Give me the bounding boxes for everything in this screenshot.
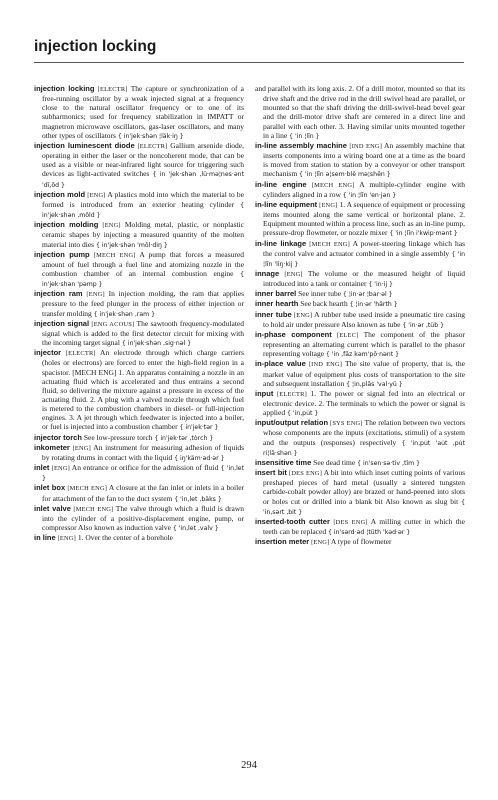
entry-pronunciation: { in'jek·shən 'mōl·diŋ } [95, 241, 168, 249]
entry-definition: 1. Over the center of a borehole [77, 533, 173, 543]
entry-definition: See inner tube [298, 289, 342, 299]
dictionary-entry [255, 141, 465, 180]
entry-definition: The capture or synchronization of a free-running oscillator by a weak injected signal at a frequency close to the natural oscillator frequency or to one of its subharmonics; used for frequency stabilization in IMPATT or magnetron microwave oscillators, gas-laser oscillators, and many other types of oscillators [42, 84, 244, 140]
dictionary-entry [255, 517, 465, 537]
entry-definition: 1. The power or signal fed into an electrical or electronic device. 2. The terminals to which the power or signal is applied [263, 388, 465, 418]
entry-definition: Molding metal, plastic, or nonplastic ceramic shapes by injecting a measured quantity of the molten material into dies [42, 220, 244, 249]
dictionary-entry [34, 533, 244, 543]
entry-definition: The sawtooth frequency-modulated signal which is added to the first detector circuit for mixing with the incoming target signal [42, 318, 244, 348]
entry-pronunciation: { 'in·ij } [368, 281, 393, 289]
entry-term: input [255, 388, 274, 398]
entry-pronunciation: { in'jek·shən 'pəmp } [42, 270, 244, 289]
entry-definition: An instrument for measuring adhesion of liquids by rotating drums in contact with the liquid [42, 442, 244, 462]
dictionary-entry [255, 269, 465, 289]
entry-term: inner hearth [255, 299, 299, 309]
entry-definition: The volume or the measured height of liquid introduced into a tank or container [263, 268, 465, 289]
entry-term: injection pump [34, 249, 90, 259]
entry-term: in-line assembly machine [255, 140, 347, 150]
dictionary-entry [255, 299, 465, 309]
entry-field-label: [ELECTR] [65, 350, 96, 358]
dictionary-entry [34, 463, 244, 483]
entry-definition: and parallel with its long axis. 2. Of a drill motor, mounted so that its drive shaft and the drive rod in the drill swivel head are parallel, or mounted so that the shaft driving the drill-swivel-head bevel gear and the drill-motor drive shaft are centered in a direct line and parallel with each other. 3. Having similar units mounted together in a line [255, 84, 465, 140]
dictionary-entry [255, 180, 465, 200]
entry-term: injector [34, 348, 62, 358]
dictionary-entry [255, 200, 465, 239]
entry-field-label: [ENG] [72, 444, 91, 452]
entry-term: inlet [34, 463, 50, 473]
dictionary-entry [255, 310, 465, 330]
entry-definition: See low-pressure torch [83, 432, 153, 442]
entry-field-label: [MECH ENG] [309, 240, 350, 248]
entry-term: inkometer [34, 442, 70, 452]
entry-pronunciation: { 'in·ər ‚tüb } [402, 321, 445, 329]
entry-field-label: [IND ENG] [308, 361, 343, 369]
entry-pronunciation: { 'in ¦līn 'liŋ·kij } [263, 250, 465, 268]
entry-definition: An assembly machine that inserts components into a wiring board one at a time as the board is moved from station to station by a conveyor or other transport mechanism [263, 140, 465, 179]
dictionary-entry [34, 190, 244, 220]
entry-field-label: [MECH ENG] [93, 251, 136, 259]
entry-pronunciation: { in'jek·tər } [179, 424, 219, 432]
entry-field-label: [ENG] [102, 222, 121, 230]
dictionary-entry [255, 389, 465, 418]
entry-term: insertion meter [255, 537, 310, 547]
entry-field-label: [ENG ACOUS] [91, 320, 135, 328]
entry-definition: See back hearth [300, 299, 348, 309]
dictionary-entry [34, 483, 244, 503]
entry-pronunciation: { 'in ¦līn ə¦sem·blē mə¦shēn } [299, 171, 391, 179]
entry-pronunciation: { in'sen·sə·tiv ‚tīm } [357, 459, 421, 467]
dictionary-entry [255, 458, 465, 468]
entry-term: injection ram [34, 289, 83, 299]
entry-field-label: [DES ENG] [333, 518, 368, 526]
entry-definition: A closure at the fan inlet or inlets in a boiler for attachment of the fan to the duct system [42, 483, 244, 503]
entry-term: in-phase component [255, 329, 332, 339]
entry-field-label: [ENG] [284, 270, 303, 278]
entry-definition: A rubber tube used inside a pneumatic tire casing to hold air under pressure Also known as tube [263, 309, 465, 329]
entry-pronunciation: { in'jek·shən ‚mōld } [42, 201, 244, 220]
entry-pronunciation: { 'in ¦līn 'en·jən } [342, 191, 397, 199]
entry-pronunciation: { in'jek·shən ¦läk·iŋ } [117, 132, 184, 140]
dictionary-entry [255, 84, 465, 141]
entry-pronunciation: { 'in‚pu̇t } [286, 410, 319, 418]
entry-term: injection signal [34, 318, 90, 328]
entry-field-label: [MECH ENG] [311, 181, 355, 189]
dictionary-entry [34, 141, 244, 190]
right-column [255, 84, 465, 764]
left-column [34, 84, 244, 764]
entry-field-label: [DES ENG] [288, 470, 323, 478]
entry-field-label: [SYS ENG] [330, 420, 363, 428]
dictionary-entry [34, 84, 244, 141]
entry-definition: Gallium arsenide diode, operating in either the laser or the noncoherent mode, that can be used as a visible or near-infrared light source for triggering such devices as light-activated switches [42, 140, 244, 179]
entry-pronunciation: { in'jek·tər ‚tȯrch } [154, 434, 214, 442]
entry-field-label: [ELECTR] [276, 390, 307, 398]
entry-definition: A plastics mold into which the material to be formed is introduced from an exterior heating cylinder [42, 189, 244, 209]
dictionary-entry [255, 330, 465, 359]
entry-field-label: [ENG] [86, 291, 105, 299]
entry-field-label: [ENG] [57, 535, 76, 543]
dictionary-entry [255, 468, 465, 517]
entry-term: inlet valve [34, 503, 71, 513]
entry-pronunciation: { iŋ'käm·əd·ər } [174, 454, 225, 462]
entry-term: in line [34, 533, 56, 543]
entry-pronunciation: { ¦in‚plās 'val·yü } [346, 380, 403, 388]
entry-definition: The component of the phasor representing an alternating current which is parallel to the phasor representing voltage [263, 329, 465, 359]
entry-field-label: [ENG] [51, 465, 70, 473]
entry-term: in-line equipment [255, 199, 318, 209]
dictionary-entry [255, 289, 465, 299]
entry-term: in-line engine [255, 179, 307, 189]
dictionary-entry [255, 537, 465, 547]
entry-term: innage [255, 268, 280, 278]
entry-definition: The site value of property, that is, the market value of equipment plus costs of transportation to the site and subsequent installation [263, 359, 465, 388]
entry-definition: An electrode through which charge carriers (holes or electrons) are forced to enter the high-field region in a spacistor. [MECH ENG] 1. An apparatus containing a nozzle in an actuating fluid which is accelerated and thus entrains a second fluid, so delivering the mixture against a pressure in excess of the actuating fluid. 2. A plug with a valved nozzle through which fuel is metered to the combustion chambers in diesel- or full-injection engines. 3. A jet through which feedwater is injected into a boiler, or fuel is injected into a combustion chamber [42, 348, 244, 432]
page-number: 294 [241, 760, 257, 771]
entry-field-label: [ENG] [319, 201, 338, 209]
entry-term: injection molding [34, 220, 99, 230]
dictionary-entry [34, 250, 244, 290]
entry-definition: See dead time [313, 457, 356, 467]
entry-definition: A bit into which inset cutting points of various preshaped pieces of hard metal (usually a sintered tungsten carbide-cobalt powder alloy) are brazed or hand-peened into slots or holes cut or drilled into a blank bit Also known as slug bit [263, 468, 465, 506]
entry-field-label: [ELECTR] [97, 86, 128, 93]
entry-pronunciation: { ¦in·ər 'härth } [349, 301, 398, 309]
entry-definition: A pump that forces a measured amount of fuel through a fuel line and atomizing nozzle in the combustion chamber of an internal combustion engine [42, 249, 244, 278]
entry-term: in-place value [255, 359, 306, 369]
entry-field-label: [MECH ENG] [67, 485, 108, 493]
entry-pronunciation: { 'in‚let ‚bäks } [174, 495, 222, 503]
entry-pronunciation: { 'in‚let } [42, 465, 244, 483]
entry-term: in-line linkage [255, 238, 307, 248]
entry-pronunciation: { 'in‚sərt ‚bit } [263, 498, 465, 516]
entry-pronunciation: { 'in‚let ‚valv } [172, 525, 219, 533]
entry-term: injection locking [34, 84, 95, 93]
entry-pronunciation: { in'jek·shən ‚ram } [93, 310, 156, 318]
entry-term: injection mold [34, 189, 86, 199]
entry-definition: The valve through which a fluid is drawn into the cylinder of a positive-displacement engine, pump, or compressor Also known as induction valve [42, 503, 244, 533]
dictionary-entry [34, 433, 244, 443]
dictionary-entry [34, 443, 244, 463]
entry-pronunciation: { in'sərd·əd ¦tüth 'kəd·ər } [327, 529, 411, 537]
entry-definition: A type of flowmeter [330, 537, 392, 547]
entry-pronunciation: { in 'jek·shən ‚lü·mə¦nes·ənt 'dī‚ōd } [42, 171, 244, 189]
entry-pronunciation: { in'jek·shən ‚sig·nəl } [121, 340, 192, 348]
dictionary-entry [34, 504, 244, 533]
dictionary-entry [34, 220, 244, 249]
entry-definition: In injection molding, the ram that applies pressure to the feed plunger in the process of either injection or transfer molding [42, 289, 244, 318]
entry-definition: The relation between two vectors whose components are the inputs (excitations, stimuli) of a system and the outputs (responses) respectively [263, 418, 465, 447]
entry-term: injection luminescent diode [34, 140, 135, 150]
entry-term: insert bit [255, 468, 287, 478]
entry-pronunciation: { 'in‚pu̇t 'au̇t ‚pu̇t ri¦lā·shən } [263, 439, 465, 457]
entry-term: insensitive time [255, 457, 312, 467]
entry-definition: An entrance or orifice for the admission of fluid [71, 463, 219, 473]
entry-definition: A power-steering linkage which has the control valve and actuator combined in a single assembly [263, 238, 465, 258]
entry-term: input/output relation [255, 418, 329, 428]
entry-field-label: [ELEC] [337, 331, 359, 339]
entry-field-label: [ENG] [87, 191, 106, 199]
entry-field-label: [ELECTR] [137, 142, 168, 150]
entry-term: inserted-tooth cutter [255, 516, 330, 526]
running-head: injection locking [34, 38, 157, 55]
entry-field-label: [ENG] [293, 311, 313, 319]
dictionary-entry [34, 319, 244, 348]
entry-term: injector torch [34, 432, 82, 442]
entry-field-label: [IND ENG] [349, 142, 383, 150]
dictionary-entry [34, 289, 244, 318]
dictionary-entry [255, 418, 465, 458]
entry-field-label: [MECH ENG] [73, 505, 114, 513]
entry-definition: A milling cutter in which the teeth can be replaced [263, 516, 465, 537]
entry-pronunciation: { 'in ¦līn i'kwip·mənt } [389, 230, 458, 238]
entry-pronunciation: { 'in ¦līn } [289, 132, 320, 140]
entry-field-label: [ENG] [311, 539, 330, 547]
header-rule [34, 62, 464, 63]
entry-definition: 1. A sequence of equipment or processing items mounted along the same vertical or horizontal plane. 2. Equipment mounted within a process line, such as an in-line pump, pressure-drop flowmeter, or nozzle mixer [263, 199, 465, 238]
dictionary-entry [255, 359, 465, 388]
dictionary-entry [34, 348, 244, 432]
entry-definition: A multiple-cylinder engine with cylinders aligned in a row [263, 179, 465, 199]
entry-term: inlet box [34, 483, 66, 493]
entry-term: inner barrel [255, 289, 297, 299]
entry-pronunciation: { 'in ‚fāz kəm'pō·nənt } [325, 351, 400, 359]
dictionary-entry [255, 239, 465, 269]
entry-term: inner tube [255, 309, 292, 319]
entry-pronunciation: { ¦in·ər ¦bar·əl } [342, 291, 393, 299]
